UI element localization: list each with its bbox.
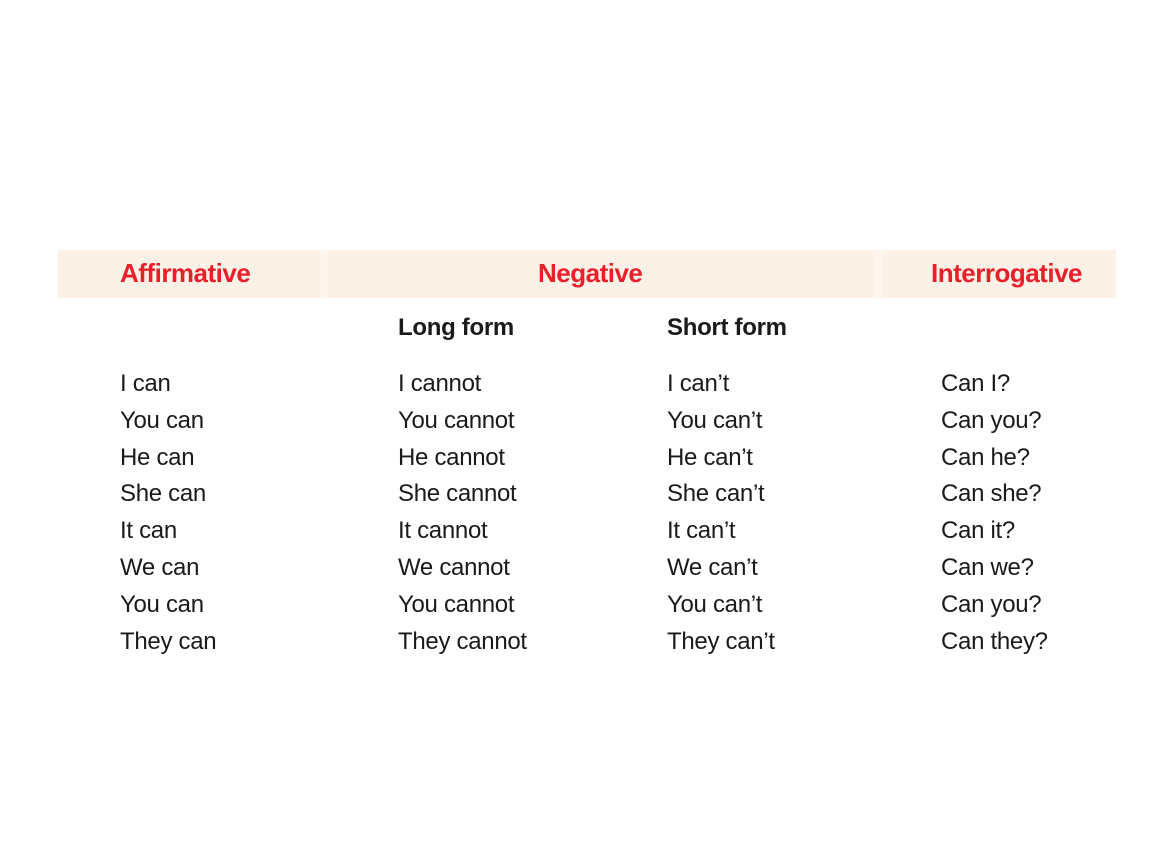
header-affirmative: Affirmative (120, 258, 251, 288)
interrogative-column (941, 366, 1048, 660)
negative-short-item: They can’t (667, 627, 775, 655)
negative-long-item: We cannot (398, 553, 510, 581)
header-interrogative: Interrogative (931, 258, 1082, 288)
negative-short-item: He can’t (667, 443, 753, 471)
negative-short-item: It can’t (667, 517, 736, 545)
interrogative-item: Can we? (941, 553, 1034, 581)
negative-short-item: You can’t (667, 590, 763, 618)
affirmative-item: It can (120, 517, 177, 545)
negative-long-item: You cannot (398, 406, 515, 434)
interrogative-item: Can it? (941, 517, 1015, 545)
negative-short-column (667, 366, 775, 660)
negative-short-item: You can’t (667, 406, 763, 434)
interrogative-item: Can they? (941, 627, 1048, 655)
negative-long-item: You cannot (398, 590, 515, 618)
negative-long-item: It cannot (398, 517, 488, 545)
negative-short-item: We can’t (667, 553, 758, 581)
interrogative-item: Can she? (941, 480, 1042, 508)
affirmative-item: She can (120, 480, 206, 508)
negative-long-item: I cannot (398, 370, 481, 397)
negative-long-item: She cannot (398, 480, 517, 508)
interrogative-item: Can you? (941, 590, 1042, 618)
affirmative-item: I can (120, 370, 171, 397)
subheader-short-form: Short form (667, 314, 787, 341)
affirmative-item: They can (120, 627, 217, 655)
negative-long-item: He cannot (398, 443, 505, 471)
interrogative-item: Can he? (941, 443, 1030, 471)
affirmative-item: You can (120, 590, 204, 618)
negative-long-item: They cannot (398, 627, 527, 655)
negative-short-item: She can’t (667, 480, 765, 508)
affirmative-column (120, 366, 216, 660)
subheader-long-form: Long form (398, 314, 514, 341)
negative-short-item: I can’t (667, 370, 729, 397)
affirmative-item: We can (120, 553, 200, 581)
header-negative: Negative (538, 258, 643, 288)
interrogative-item: Can you? (941, 406, 1042, 434)
negative-long-column (398, 366, 527, 660)
interrogative-item: Can I? (941, 370, 1010, 397)
affirmative-item: You can (120, 406, 204, 434)
affirmative-item: He can (120, 443, 195, 471)
